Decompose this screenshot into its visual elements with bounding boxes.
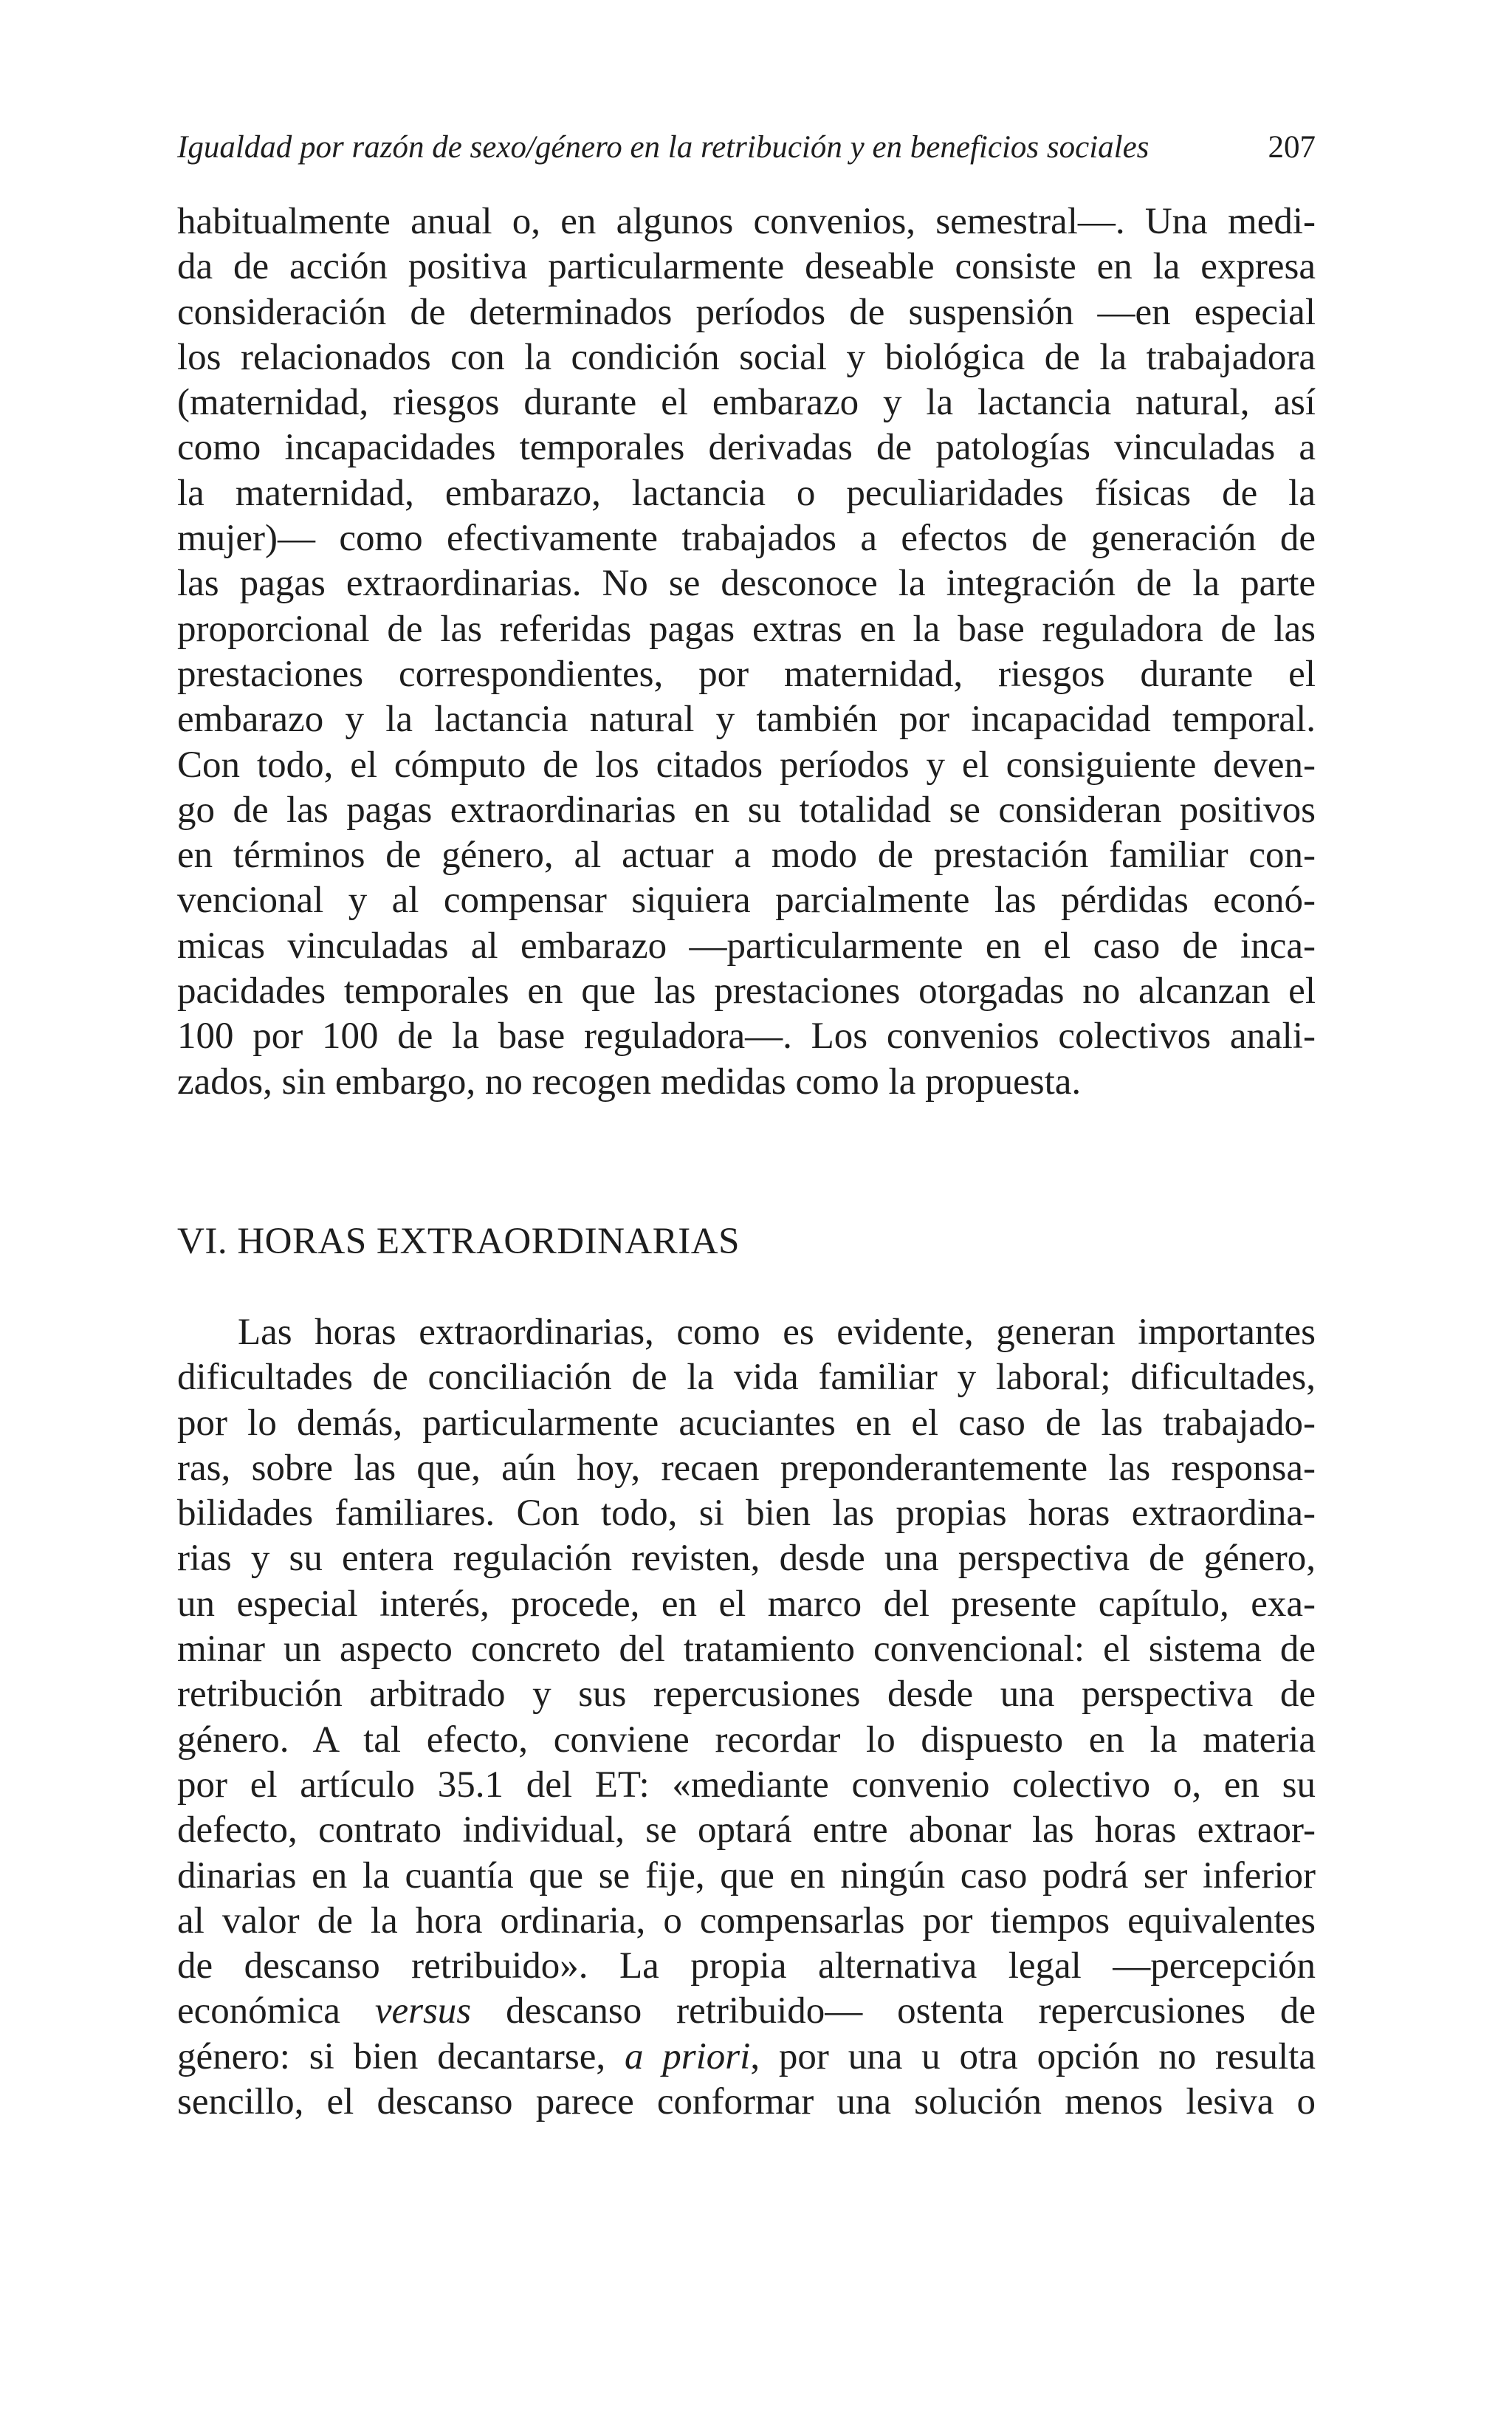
italic-term-versus: versus: [374, 1990, 472, 2032]
text-line: Con todo, el cómputo de los citados períodos y el consiguiente deven-: [177, 744, 1316, 786]
text-line: pacidades temporales en que las prestaciones otorgadas no alcanzan el: [177, 970, 1316, 1013]
text-line: defecto, contrato individual, se optará entre abonar las horas extraor-: [177, 1809, 1316, 1851]
text-line: las pagas extraordinarias. No se desconoce la integración de la parte: [177, 563, 1316, 605]
text-line: ras, sobre las que, aún hoy, recaen preponderantemente las responsa-: [177, 1447, 1316, 1489]
text-line: de descanso retribuido». La propia alternativa legal —percepción: [177, 1945, 1316, 1987]
text-line: por lo demás, particularmente acuciantes en el caso de las trabajado-: [177, 1402, 1316, 1444]
text-line: los relacionados con la condición social y biológica de la trabajadora: [177, 336, 1316, 378]
text-line: género. A tal efecto, conviene recordar lo dispuesto en la materia: [177, 1719, 1316, 1761]
text-line: embarazo y la lactancia natural y también por incapacidad temporal.: [177, 699, 1316, 741]
text-line: consideración de determinados períodos de suspensión —en especial: [177, 291, 1316, 333]
text-line: bilidades familiares. Con todo, si bien las propias horas extraordina-: [177, 1493, 1316, 1535]
book-page: [177, 126, 1316, 2125]
text-line: un especial interés, procede, en el marco del presente capítulo, exa-: [177, 1583, 1316, 1625]
text-line: proporcional de las referidas pagas extras en la base reguladora de las: [177, 608, 1316, 650]
text-line-with-italic: [177, 1989, 1316, 2034]
text-line: 100 por 100 de la base reguladora—. Los convenios colectivos anali-: [177, 1015, 1316, 1058]
text-line: mujer)— como efectivamente trabajados a efectos de generación de: [177, 518, 1316, 560]
text-line: Las horas extraordinarias, como es evidente, generan importantes: [238, 1311, 1316, 1353]
text-line: micas vinculadas al embarazo —particularmente en el caso de inca-: [177, 925, 1316, 967]
text-line: rias y su entera regulación revisten, desde una perspectiva de género,: [177, 1538, 1316, 1580]
paragraph-horas-extraordinarias: [177, 1310, 1316, 2125]
text-line: dificultades de conciliación de la vida familiar y laboral; dificultades,: [177, 1357, 1316, 1399]
text-line: sencillo, el descanso parece conformar una solución menos lesiva o: [177, 2080, 1316, 2123]
italic-term-a-priori: a priori: [624, 2035, 751, 2077]
text-line-with-italic: [177, 2035, 1316, 2080]
text-line: la maternidad, embarazo, lactancia o peculiaridades físicas de la: [177, 472, 1316, 514]
text-line: zados, sin embargo, no recogen medidas como la propuesta.: [177, 1061, 1082, 1103]
text-line: minar un aspecto concreto del tratamiento convencional: el sistema de: [177, 1628, 1316, 1671]
text-line: (maternidad, riesgos durante el embarazo y la lactancia natural, así: [177, 382, 1316, 424]
text-line: dinarias en la cuantía que se fije, que en ningún caso podrá ser inferior: [177, 1854, 1316, 1897]
text-segment: género: si bien decantarse,: [177, 2035, 625, 2077]
text-line: en términos de género, al actuar a modo de prestación familiar con-: [177, 835, 1316, 877]
paragraph-pagas-extraordinarias: [177, 199, 1316, 1105]
text-segment: , por una u otra opción no resulta: [750, 2035, 1316, 2077]
text-line: al valor de la hora ordinaria, o compensarlas por tiempos equivalentes: [177, 1899, 1316, 1942]
text-segment: descanso retribuido— ostenta repercusiones de: [471, 1990, 1316, 2032]
text-line: por el artículo 35.1 del ET: «mediante convenio colectivo o, en su: [177, 1764, 1316, 1806]
text-line: go de las pagas extraordinarias en su totalidad se consideran positivos: [177, 789, 1316, 831]
text-line: como incapacidades temporales derivadas de patologías vinculadas a: [177, 427, 1316, 469]
text-line: da de acción positiva particularmente deseable consiste en la expresa: [177, 246, 1316, 288]
text-line: vencional y al compensar siquiera parcialmente las pérdidas econó-: [177, 880, 1316, 922]
text-segment: económica: [177, 1990, 375, 2032]
running-header: [177, 126, 1316, 170]
text-line: habitualmente anual o, en algunos convenios, semestral—. Una medi-: [177, 201, 1316, 242]
text-line: retribución arbitrado y sus repercusiones desde una perspectiva de: [177, 1673, 1316, 1716]
page-number: 207: [1268, 130, 1316, 165]
section-heading: VI. HORAS EXTRAORDINARIAS: [177, 1220, 740, 1262]
running-title: Igualdad por razón de sexo/género en la retribución y en beneficios sociales: [177, 130, 1150, 165]
text-line: prestaciones correspondientes, por maternidad, riesgos durante el: [177, 653, 1316, 695]
